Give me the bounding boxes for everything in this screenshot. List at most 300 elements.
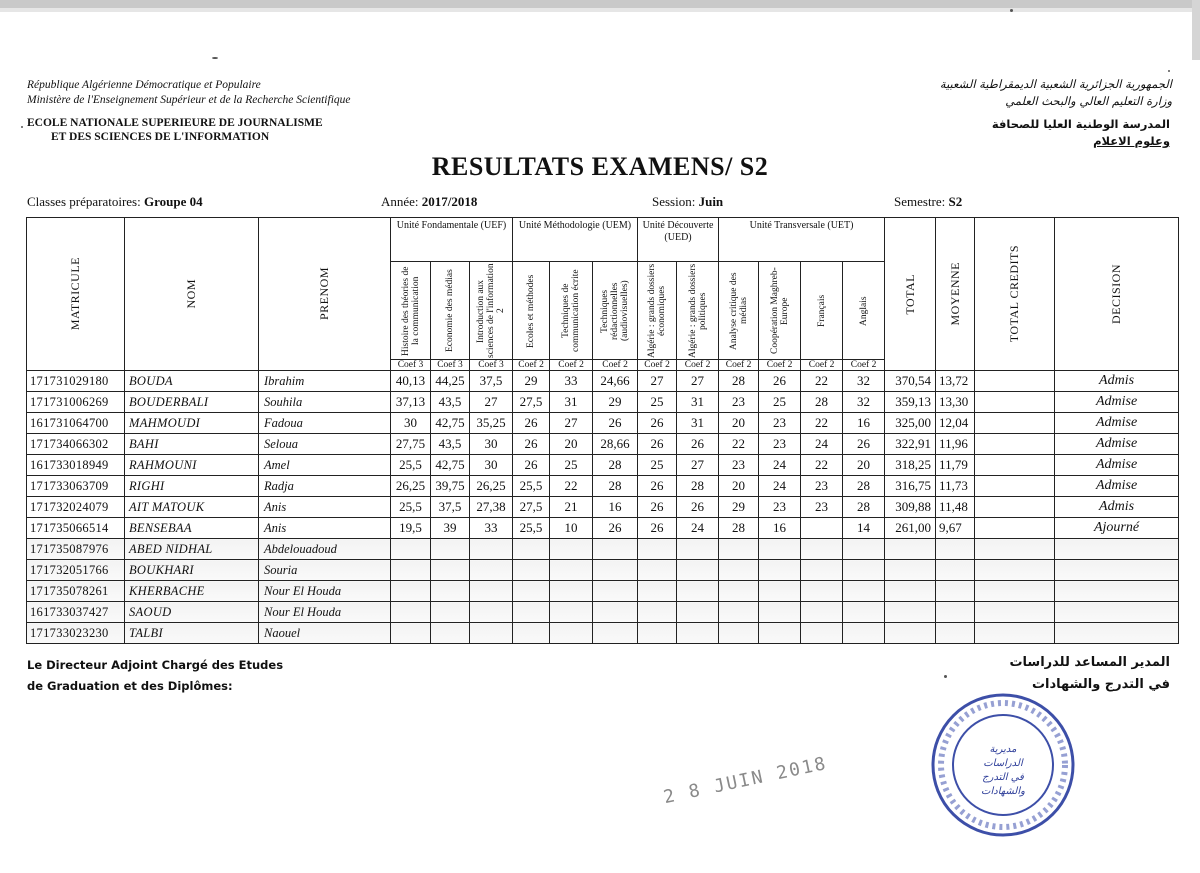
note-cell [550, 539, 593, 560]
note-cell [593, 581, 638, 602]
credits-cell [975, 455, 1055, 476]
subject-label: Histoire des théories de la communication [400, 265, 421, 356]
scan-speck [1010, 9, 1013, 12]
decision-cell: Ajourné [1055, 518, 1179, 539]
note-cell: 28,66 [593, 434, 638, 455]
total-cell: 370,54 [885, 371, 936, 392]
credits-cell [975, 518, 1055, 539]
credits-cell [975, 434, 1055, 455]
note-cell: 43,5 [431, 434, 470, 455]
scan-top-border [0, 0, 1200, 8]
note-cell [638, 602, 677, 623]
note-cell: 44,25 [431, 371, 470, 392]
note-cell: 20 [843, 455, 885, 476]
prenom-cell: Naouel [259, 623, 391, 644]
note-cell: 28 [719, 518, 759, 539]
note-cell [470, 581, 513, 602]
note-cell: 29 [593, 392, 638, 413]
credits-cell [975, 623, 1055, 644]
note-cell: 23 [759, 434, 801, 455]
note-cell [513, 602, 550, 623]
nom-cell: MAHMOUDI [125, 413, 259, 434]
note-cell: 28 [677, 476, 719, 497]
signature-title-ar-1: المدير المساعد للدراسات [1009, 655, 1170, 670]
moyenne-cell: 11,79 [936, 455, 975, 476]
note-cell: 24 [677, 518, 719, 539]
note-cell: 30 [470, 455, 513, 476]
table-row [27, 371, 1179, 392]
signature-title-ar-2: في التدرج والشهادات [1031, 677, 1170, 692]
matricule-cell: 161733037427 [27, 602, 125, 623]
moyenne-cell [936, 581, 975, 602]
note-cell [513, 623, 550, 644]
info-annee [381, 194, 477, 210]
note-cell: 25,5 [391, 497, 431, 518]
matricule-cell: 171732051766 [27, 560, 125, 581]
note-cell [391, 581, 431, 602]
total-cell [885, 623, 936, 644]
prenom-cell: Radja [259, 476, 391, 497]
matricule-cell: 171731006269 [27, 392, 125, 413]
note-cell [550, 602, 593, 623]
note-cell: 37,5 [431, 497, 470, 518]
note-cell: 33 [550, 371, 593, 392]
decision-cell [1055, 581, 1179, 602]
note-cell [638, 539, 677, 560]
matricule-cell: 171733023230 [27, 623, 125, 644]
subject-label: Techniques rédactionnelles (audiovisuelles) [600, 280, 631, 341]
note-cell: 26 [638, 476, 677, 497]
note-cell: 25,5 [391, 455, 431, 476]
note-cell [801, 518, 843, 539]
credits-cell [975, 476, 1055, 497]
note-cell [801, 602, 843, 623]
info-session [652, 194, 723, 210]
note-cell: 27 [470, 392, 513, 413]
subject-header [470, 262, 513, 360]
subject-label: Français [816, 294, 827, 327]
col-moyenne-label: MOYENNE [947, 262, 962, 326]
moyenne-cell: 13,72 [936, 371, 975, 392]
decision-cell [1055, 560, 1179, 581]
prenom-cell: Anis [259, 518, 391, 539]
note-cell [759, 623, 801, 644]
note-cell: 23 [719, 455, 759, 476]
note-cell [801, 581, 843, 602]
school-line-2: ET DES SCIENCES DE L'INFORMATION [51, 131, 270, 143]
note-cell [801, 539, 843, 560]
note-cell: 24,66 [593, 371, 638, 392]
col-decision [1055, 218, 1179, 371]
note-cell [391, 539, 431, 560]
unit-uet: Unité Transversale (UET) [719, 218, 885, 262]
header-fr [27, 78, 351, 108]
note-cell [843, 539, 885, 560]
note-cell: 27 [638, 371, 677, 392]
note-cell: 26 [513, 413, 550, 434]
decision-cell: Admis [1055, 371, 1179, 392]
subject-label: Ecoles et méthodes [526, 273, 537, 348]
nom-cell: TALBI [125, 623, 259, 644]
svg-text:مديرية: مديرية [989, 744, 1017, 755]
footer-fr [27, 655, 283, 697]
note-cell: 16 [843, 413, 885, 434]
annee-label: Année: [381, 194, 419, 209]
annee-value: 2017/2018 [421, 194, 478, 209]
table-row [27, 413, 1179, 434]
scan-speck [1168, 70, 1170, 72]
note-cell: 22 [801, 413, 843, 434]
coef-cell: Coef 2 [759, 360, 801, 371]
svg-text:والشهادات: والشهادات [981, 786, 1025, 797]
note-cell: 26 [638, 413, 677, 434]
prenom-cell: Souria [259, 560, 391, 581]
table-row [27, 455, 1179, 476]
note-cell [391, 602, 431, 623]
note-cell [513, 560, 550, 581]
note-cell: 39 [431, 518, 470, 539]
note-cell [843, 602, 885, 623]
note-cell: 20 [550, 434, 593, 455]
note-cell [677, 581, 719, 602]
prenom-cell: Amel [259, 455, 391, 476]
note-cell: 25,5 [513, 518, 550, 539]
note-cell [759, 581, 801, 602]
note-cell: 24 [759, 455, 801, 476]
subject-label: Algérie : grands dossiers économiques [647, 263, 668, 358]
nom-cell: SAOUD [125, 602, 259, 623]
decision-cell: Admise [1055, 434, 1179, 455]
note-cell [550, 623, 593, 644]
total-cell: 359,13 [885, 392, 936, 413]
note-cell [513, 581, 550, 602]
table-row [27, 434, 1179, 455]
moyenne-cell: 12,04 [936, 413, 975, 434]
note-cell [677, 539, 719, 560]
matricule-cell: 171735087976 [27, 539, 125, 560]
note-cell: 32 [843, 392, 885, 413]
col-matricule-label: MATRICULE [68, 257, 82, 331]
signature-title-fr-1: Le Directeur Adjoint Chargé des Etudes [27, 658, 284, 672]
subject-header [843, 262, 885, 360]
note-cell: 26,25 [391, 476, 431, 497]
note-cell: 24 [801, 434, 843, 455]
note-cell [470, 602, 513, 623]
results-table [26, 217, 1179, 644]
note-cell: 25 [638, 392, 677, 413]
note-cell: 42,75 [431, 413, 470, 434]
note-cell [719, 602, 759, 623]
matricule-cell: 171735066514 [27, 518, 125, 539]
note-cell: 26 [593, 518, 638, 539]
subject-label: Analyse critique des médias [728, 271, 749, 350]
note-cell: 23 [759, 413, 801, 434]
note-cell: 29 [719, 497, 759, 518]
note-cell [593, 623, 638, 644]
note-cell: 22 [801, 371, 843, 392]
official-seal-icon [928, 690, 1078, 840]
note-cell: 25 [550, 455, 593, 476]
note-cell [431, 602, 470, 623]
coef-cell: Coef 2 [550, 360, 593, 371]
note-cell [719, 623, 759, 644]
note-cell: 40,13 [391, 371, 431, 392]
subject-label: Algérie : grands dossiers politiques [687, 263, 708, 358]
nom-cell: RAHMOUNI [125, 455, 259, 476]
nom-cell: AIT MATOUK [125, 497, 259, 518]
moyenne-cell: 11,48 [936, 497, 975, 518]
note-cell: 22 [550, 476, 593, 497]
session-label: Session: [652, 194, 696, 209]
decision-cell [1055, 602, 1179, 623]
ar-republic-line: الجمهورية الجزائرية الشعبية الديمقراطية الشعبية [939, 77, 1172, 91]
note-cell: 27 [677, 371, 719, 392]
col-nom-label: NOM [184, 279, 198, 309]
credits-cell [975, 497, 1055, 518]
note-cell: 28 [843, 497, 885, 518]
subject-header [677, 262, 719, 360]
note-cell: 27 [550, 413, 593, 434]
note-cell: 27,38 [470, 497, 513, 518]
credits-cell [975, 413, 1055, 434]
note-cell [593, 602, 638, 623]
republic-line: République Algérienne Démocratique et Populaire [27, 79, 261, 91]
coef-cell: Coef 2 [801, 360, 843, 371]
ar-school-line-2: وعلوم الاعلام [1093, 134, 1170, 148]
moyenne-cell: 11,96 [936, 434, 975, 455]
note-cell [470, 560, 513, 581]
note-cell [550, 581, 593, 602]
svg-text:في التدرج: في التدرج [982, 772, 1024, 783]
note-cell: 28 [719, 371, 759, 392]
session-value: Juin [698, 194, 724, 209]
note-cell [593, 560, 638, 581]
matricule-cell: 171733063709 [27, 476, 125, 497]
col-total [885, 218, 936, 371]
note-cell: 23 [719, 392, 759, 413]
decision-cell [1055, 539, 1179, 560]
col-nom [125, 218, 259, 371]
note-cell: 16 [759, 518, 801, 539]
note-cell [843, 581, 885, 602]
decision-cell: Admise [1055, 413, 1179, 434]
note-cell: 26 [843, 434, 885, 455]
prenom-cell: Nour El Houda [259, 602, 391, 623]
note-cell [677, 560, 719, 581]
nom-cell: ABED NIDHAL [125, 539, 259, 560]
note-cell: 25 [638, 455, 677, 476]
note-cell: 39,75 [431, 476, 470, 497]
note-cell [759, 560, 801, 581]
note-cell: 37,5 [470, 371, 513, 392]
note-cell [843, 560, 885, 581]
note-cell [431, 581, 470, 602]
header-ar [940, 76, 1172, 110]
note-cell [677, 623, 719, 644]
note-cell: 31 [677, 413, 719, 434]
total-cell: 322,91 [885, 434, 936, 455]
nom-cell: KHERBACHE [125, 581, 259, 602]
note-cell [431, 539, 470, 560]
table-row [27, 581, 1179, 602]
note-cell: 28 [801, 392, 843, 413]
note-cell [470, 623, 513, 644]
decision-cell: Admise [1055, 476, 1179, 497]
coef-cell: Coef 3 [470, 360, 513, 371]
note-cell [638, 560, 677, 581]
note-cell: 28 [843, 476, 885, 497]
decision-cell: Admis [1055, 497, 1179, 518]
info-classes [27, 194, 203, 210]
note-cell [801, 623, 843, 644]
note-cell: 27 [677, 455, 719, 476]
note-cell: 32 [843, 371, 885, 392]
unit-ued: Unité Découverte (UED) [638, 218, 719, 262]
note-cell: 43,5 [431, 392, 470, 413]
note-cell: 16 [593, 497, 638, 518]
credits-cell [975, 560, 1055, 581]
note-cell: 26 [677, 497, 719, 518]
note-cell: 26 [677, 434, 719, 455]
note-cell [638, 581, 677, 602]
note-cell [719, 539, 759, 560]
note-cell [391, 623, 431, 644]
credits-cell [975, 539, 1055, 560]
col-prenom-label: PRENOM [317, 267, 331, 321]
note-cell: 20 [719, 476, 759, 497]
note-cell [719, 560, 759, 581]
note-cell [759, 539, 801, 560]
subject-header [638, 262, 677, 360]
subject-header [759, 262, 801, 360]
col-total-credits-label: TOTAL CREDITS [1007, 245, 1022, 343]
note-cell: 28 [593, 455, 638, 476]
credits-cell [975, 371, 1055, 392]
total-cell: 325,00 [885, 413, 936, 434]
scan-speck [944, 675, 947, 678]
coef-cell: Coef 2 [513, 360, 550, 371]
coef-cell: Coef 2 [593, 360, 638, 371]
note-cell: 23 [759, 497, 801, 518]
semestre-label: Semestre: [894, 194, 946, 209]
matricule-cell: 171735078261 [27, 581, 125, 602]
nom-cell: BENSEBAA [125, 518, 259, 539]
subject-label: Coopération Maghreb- Europe [769, 267, 790, 354]
note-cell [431, 623, 470, 644]
col-decision-label: DECISION [1109, 264, 1124, 324]
note-cell [593, 539, 638, 560]
note-cell [431, 560, 470, 581]
table-row [27, 497, 1179, 518]
matricule-cell: 171734066302 [27, 434, 125, 455]
note-cell: 26 [513, 434, 550, 455]
coef-cell: Coef 2 [677, 360, 719, 371]
table-row [27, 518, 1179, 539]
note-cell: 23 [801, 476, 843, 497]
total-cell [885, 539, 936, 560]
scan-speck [212, 57, 218, 59]
svg-text:الدراسات: الدراسات [983, 758, 1023, 769]
prenom-cell: Abdelouadoud [259, 539, 391, 560]
note-cell [801, 560, 843, 581]
total-cell [885, 581, 936, 602]
note-cell: 31 [677, 392, 719, 413]
subject-label: Economie des médias [445, 269, 455, 352]
note-cell: 33 [470, 518, 513, 539]
ar-ministry-line: وزارة التعليم العالي والبحث العلمي [1005, 94, 1172, 108]
moyenne-cell [936, 560, 975, 581]
prenom-cell: Nour El Houda [259, 581, 391, 602]
nom-cell: BAHI [125, 434, 259, 455]
total-cell [885, 602, 936, 623]
unit-uem: Unité Méthodologie (UEM) [513, 218, 638, 262]
table-row [27, 539, 1179, 560]
moyenne-cell [936, 602, 975, 623]
note-cell: 29 [513, 371, 550, 392]
matricule-cell: 171731029180 [27, 371, 125, 392]
nom-cell: RIGHI [125, 476, 259, 497]
coef-cell: Coef 2 [719, 360, 759, 371]
decision-cell: Admise [1055, 455, 1179, 476]
col-total-label: TOTAL [902, 273, 917, 315]
col-total-credits [975, 218, 1055, 371]
note-cell: 23 [801, 497, 843, 518]
prenom-cell: Fadoua [259, 413, 391, 434]
school-name [27, 116, 323, 144]
scan-right-edge [1192, 0, 1200, 60]
note-cell [638, 623, 677, 644]
moyenne-cell [936, 539, 975, 560]
note-cell: 35,25 [470, 413, 513, 434]
total-cell: 316,75 [885, 476, 936, 497]
classes-label: Classes préparatoires: [27, 194, 141, 209]
note-cell [677, 602, 719, 623]
nom-cell: BOUKHARI [125, 560, 259, 581]
nom-cell: BOUDERBALI [125, 392, 259, 413]
subject-label: Anglais [858, 295, 869, 326]
col-moyenne [936, 218, 975, 371]
document-title: RESULTATS EXAMENS/ S2 [431, 152, 769, 181]
credits-cell [975, 392, 1055, 413]
semestre-value: S2 [948, 194, 963, 209]
note-cell [843, 623, 885, 644]
prenom-cell: Anis [259, 497, 391, 518]
coef-cell: Coef 2 [638, 360, 677, 371]
note-cell: 28 [593, 476, 638, 497]
total-cell [885, 560, 936, 581]
matricule-cell: 171732024079 [27, 497, 125, 518]
coef-cell: Coef 3 [431, 360, 470, 371]
prenom-cell: Ibrahim [259, 371, 391, 392]
subject-header [431, 262, 470, 360]
scan-speck [21, 126, 23, 128]
note-cell [513, 539, 550, 560]
info-semestre [894, 194, 962, 210]
note-cell: 30 [391, 413, 431, 434]
note-cell: 26 [638, 497, 677, 518]
nom-cell: BOUDA [125, 371, 259, 392]
coef-cell: Coef 3 [391, 360, 431, 371]
subject-header [391, 262, 431, 360]
note-cell: 30 [470, 434, 513, 455]
decision-cell [1055, 623, 1179, 644]
note-cell: 26 [593, 413, 638, 434]
subject-header [719, 262, 759, 360]
note-cell: 14 [843, 518, 885, 539]
credits-cell [975, 581, 1055, 602]
col-prenom [259, 218, 391, 371]
note-cell: 37,13 [391, 392, 431, 413]
